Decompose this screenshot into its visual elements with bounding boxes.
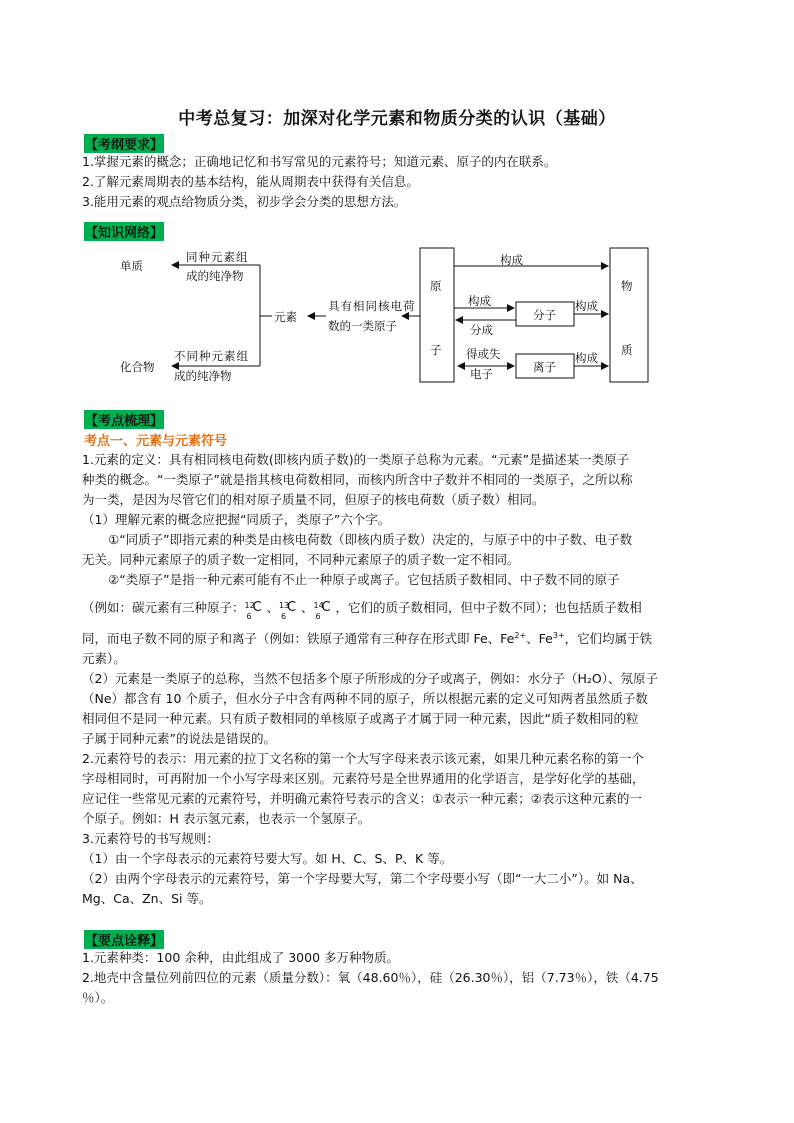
atom-char-1: 原 <box>430 279 442 293</box>
label-deshi1: 得或失 <box>466 347 501 361</box>
text-line: （1）由一个字母表示的元素符号要大写。如 H、C、S、P、K 等。 <box>82 851 453 867</box>
text-line: 1.元素的定义：具有相同核电荷数(即核内质子数)的一类原子总称为元素。“元素”是描述某一类原子 <box>82 452 630 467</box>
text-line: 个原子。例如：H 表示氢元素，也表示一个氢原子。 <box>82 811 371 827</box>
requirement-item: 3.能用元素的观点给物质分类，初步学会分类的思想方法。 <box>82 194 407 209</box>
isotope-c12: 12 6 C <box>244 600 262 621</box>
atom-box <box>420 248 454 382</box>
section-points-heading: 【考点梳理】 <box>84 410 164 429</box>
label-goucheng-lz: 构成 <box>575 351 598 365</box>
text-line: 为一类，是因为尽管它们的相对原子质量不同，但原子的核电荷数（质子数）相同。 <box>82 492 545 507</box>
text-line: ①“同质子”即指元素的种类是由核电荷数（即核内质子数）决定的，与原子中的中子数、电子数 <box>108 532 633 547</box>
label-goucheng-fz: 构成 <box>575 299 598 313</box>
node-danzhi: 单质 <box>120 259 143 273</box>
isotope-c13: 13 6 C <box>279 600 297 621</box>
text-line: Mg、Ca、Zn、Si 等。 <box>82 891 212 907</box>
text-line: （Ne）都含有 10 个质子，但水分子中含有两种不同的原子，所以根据元素的定义可知两者虽然质子数 <box>82 691 648 707</box>
substance-box <box>610 248 648 382</box>
text-line: 相同但不是同一种元素。只有质子数相同的单核原子或离子才属于同一种元素，因此“质子数相同的粒 <box>82 711 639 727</box>
text-line: 应记住一些常见元素的元素符号，并明确元素符号表示的含义：①表示一种元素；②表示这种元素的一 <box>82 791 642 807</box>
section-requirements-heading: 【考纲要求】 <box>84 134 164 153</box>
text-line: 2.元素符号的表示：用元素的拉丁文名称的第一个大写字母来表示该元素，如果几种元素名称的第一个 <box>82 751 644 767</box>
isotope-c14: 14 6 C <box>313 600 331 621</box>
text-line: （2）由两个字母表示的元素符号，第一个字母要大写，第二个字母要小写（即“一大二小”）。如 Na、 <box>82 871 643 887</box>
section-explain-heading: 【要点诠释】 <box>84 930 164 949</box>
page-title: 中考总复习：加深对化学元素和物质分类的认识（基础） <box>178 109 616 129</box>
node-lizi: 离子 <box>533 360 556 374</box>
atom-char-2: 子 <box>430 343 442 357</box>
text-line: （2）元素是一类原子的总称，当然不包括多个原子所形成的分子或离子，例如：水分子（H₂O）、氖原子 <box>82 671 658 687</box>
node-yuansu: 元素 <box>274 310 297 324</box>
label-goucheng-top: 构成 <box>500 253 523 267</box>
text-line: ％）。 <box>82 990 114 1005</box>
text-line: 字母相同时，可再附加一个小写字母来区别。元素符号是全世界通用的化学语言，是学好化学的基础， <box>82 771 645 787</box>
node-huahewu: 化合物 <box>120 360 155 374</box>
label-butong1: 不同种元素组 <box>174 349 249 363</box>
knowledge-network-diagram <box>120 246 660 386</box>
text-line: 元素）。 <box>82 651 126 667</box>
label-butong2: 成的纯净物 <box>174 369 232 383</box>
point1-heading: 考点一、元素与元素符号 <box>84 434 228 449</box>
label-deshi2: 电子 <box>470 367 493 381</box>
label-fencheng: 分成 <box>470 323 493 337</box>
requirement-item: 1.掌握元素的概念；正确地记忆和书写常见的元素符号；知道元素、原子的内在联系。 <box>82 154 557 169</box>
label-tong1: 同种元素组 <box>186 250 249 264</box>
text-line: 1.元素种类：100 余种，由此组成了 3000 多万种物质。 <box>82 950 400 965</box>
point1-body <box>82 450 714 909</box>
text-line: 无关。同种元素原子的质子数一定相同，不同种元素原子的质子数一定不相同。 <box>82 552 520 567</box>
explain-body <box>82 948 714 1008</box>
section-network-heading: 【知识网络】 <box>84 222 164 241</box>
label-juyou2: 数的一类原子 <box>328 319 397 333</box>
label-tong2: 成的纯净物 <box>186 269 244 283</box>
text-line: 2.地壳中含量位列前四位的元素（质量分数）：氧（48.60％），硅（26.30％），铝（7.73％），铁（4.75 <box>82 970 659 985</box>
text-line: （1）理解元素的概念应把握“同质子，类原子”六个字。 <box>82 512 391 527</box>
substance-char-1: 物 <box>621 279 633 293</box>
requirement-item: 2.了解元素周期表的基本结构，能从周期表中获得有关信息。 <box>82 174 419 189</box>
text-line-isotopes: （例如：碳元素有三种原子： 12 6 C 、 13 6 C 、 14 6 C ，它们的质子数相同，但中子数不同）；也包括质子数相 <box>82 600 642 621</box>
text-line-iron: 同，而电子数不同的原子和离子（例如：铁原子通常有三种存在形式即 Fe、$Fe^{2+}$、$Fe^{3+}$，它们均属于铁 <box>82 631 653 647</box>
text-line: 子属于同种元素”的说法是错误的。 <box>82 731 276 747</box>
text-line: 种类的概念。“一类原子”就是指其核电荷数相同，而核内所含中子数并不相同的一类原子，之所以称 <box>82 472 633 487</box>
substance-char-2: 质 <box>621 343 633 357</box>
label-juyou1: 具有相同核电荷 <box>328 299 416 313</box>
node-fenzi: 分子 <box>533 308 556 322</box>
requirements-list <box>82 152 714 212</box>
text-line: ②“类原子”是指一种元素可能有不止一种原子或离子。它包括质子数相同、中子数不同的原子 <box>108 572 620 587</box>
text-line: 3.元素符号的书写规则： <box>82 831 219 847</box>
label-goucheng-left: 构成 <box>468 294 491 308</box>
